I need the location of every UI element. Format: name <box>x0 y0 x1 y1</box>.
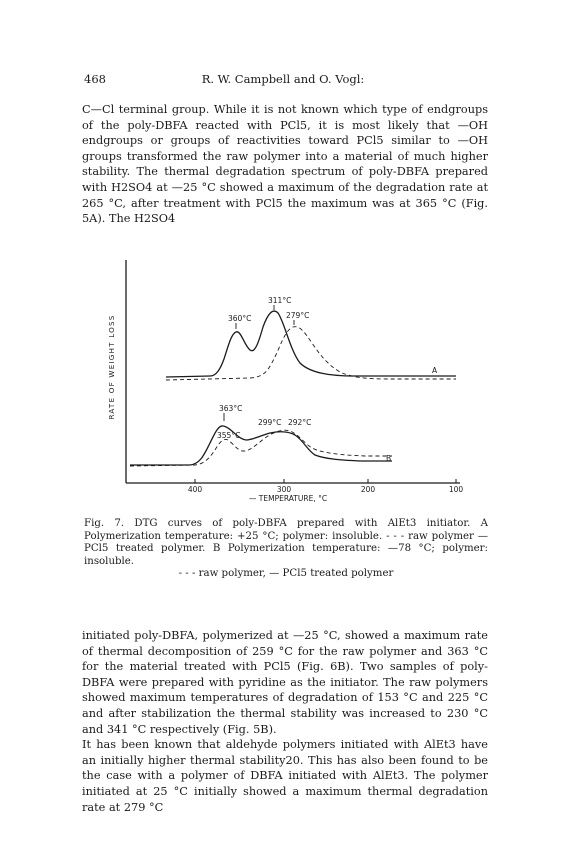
running-head: R. W. Campbell and O. Vogl: <box>201 72 365 86</box>
page-header <box>84 72 482 86</box>
body-paragraph-3: It has been known that aldehyde polymers initiated with AlEt3 have an initially higher thermal stability20. This has also been found to be the case with a polymer of DBFA initiated with AlEt3. The polymer initiated at 25 °C initially showed a maximum thermal degradation rate at 279 °C <box>82 738 488 814</box>
x-tick-label-400: 400 <box>187 485 203 494</box>
curve-a-raw-dashed <box>166 327 456 380</box>
curve-a-pcl5-solid <box>166 311 456 377</box>
body-paragraph-1: C—Cl terminal group. While it is not known which type of endgroups of the poly-DBFA reacted with PCl5, it is most likely that —OH endgroups or groups of reactivities toward PCl5 similar to —OH groups transformed the raw polymer into a material of much higher stability. The thermal degradation spectrum of poly-DBFA prepared with H2SO4 at —25 °C showed a maximum of the degradation rate at 265 °C, after treatment with PCl5 the maximum was at 365 °C (Fig. 5A). The H2SO4 <box>82 103 488 226</box>
figure-caption <box>84 518 488 581</box>
caption-line-1: Fig. 7. DTG curves of poly-DBFA prepared with AlEt3 initiator. A Polymerization temperature: +25 °C; polymer: insoluble. - - - raw polymer — PCl5 treated polymer. B Polymerization temperature: —78 °C; polymer: insoluble. <box>84 518 488 567</box>
label-b-292: 292°C <box>288 418 312 427</box>
y-axis-label: RATE OF WEIGHT LOSS <box>107 314 116 420</box>
x-tick-label-300: 300 <box>276 485 292 494</box>
page-number: 468 <box>84 72 106 86</box>
curve-a-label: A <box>432 366 438 375</box>
x-tick-label-200: 200 <box>360 485 376 494</box>
body-paragraph-2: initiated poly-DBFA, polymerized at —25 °C, showed a maximum rate of thermal decomposition of 259 °C for the raw polymer and 363 °C for the material treated with PCl5 (Fig. 6B). Two samples of poly-DBFA were prepared with pyridine as the initiator. The raw polymers showed maximum temperatures of degradation of 153 °C and 225 °C and after stabilization the thermal stability was increased to 230 °C and 341 °C respectively (Fig. 5B). <box>82 629 488 736</box>
label-b-355: 355°C <box>217 431 241 440</box>
dtg-figure <box>100 255 476 510</box>
curve-b-pcl5-solid <box>130 426 392 465</box>
body-lower-text <box>82 628 488 815</box>
label-a-311: 311°C <box>268 296 292 305</box>
x-tick-label-100: 100 <box>448 485 464 494</box>
dtg-chart <box>100 255 476 510</box>
caption-line-2: - - - raw polymer, — PCl5 treated polymer <box>178 568 394 580</box>
label-a-279: 279°C <box>286 311 310 320</box>
curve-b-label: B <box>386 454 392 463</box>
label-b-363: 363°C <box>219 404 243 413</box>
label-b-299: 299°C <box>258 418 282 427</box>
label-a-360: 360°C <box>228 314 252 323</box>
x-axis-label: — TEMPERATURE, °C <box>248 494 328 503</box>
